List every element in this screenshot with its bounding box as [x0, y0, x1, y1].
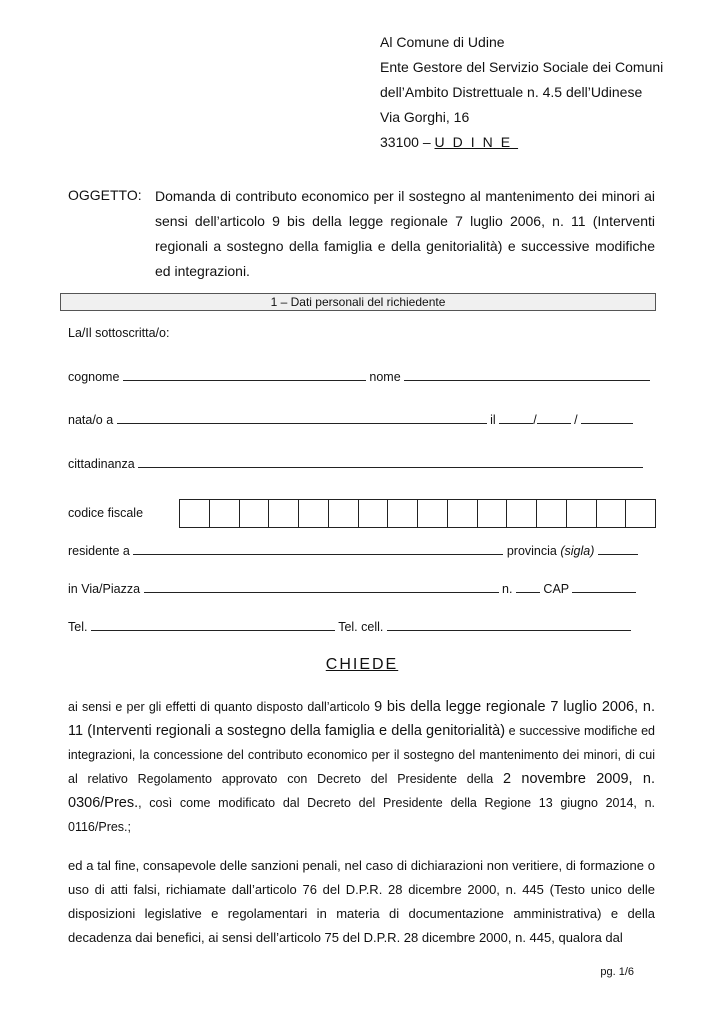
residence-row: [68, 543, 638, 558]
cap-prefix: 33100 –: [380, 134, 435, 150]
phone-row: [68, 619, 631, 634]
date-separator: /: [533, 413, 537, 427]
citizenship-row: [68, 456, 643, 471]
birth-year-field[interactable]: [581, 412, 633, 424]
request-paragraph: [68, 695, 655, 839]
birth-month-field[interactable]: [537, 412, 571, 424]
recipient-line-3: dell’Ambito Distrettuale n. 4.5 dell’Udinese: [380, 84, 643, 100]
tel-label: Tel.: [68, 620, 88, 634]
address-row: [68, 581, 636, 596]
oggetto-text: Domanda di contributo economico per il sostegno al mantenimento dei minori ai sensi dell’articolo 9 bis della legge regionale 7 luglio 2006, n. 11 (Interventi regionali a sostegno della famiglia e della genitorialità) e successive modifiche ed integrazioni.: [155, 188, 655, 279]
para1-part-b: 9 bis della legge regionale 7 luglio 2006, n. 11 (Interventi regionali a sostegno della famiglia e della genitorialità): [68, 699, 655, 739]
recipient-line-4: Via Gorghi, 16: [380, 109, 470, 125]
residente-label: residente a: [68, 544, 130, 558]
para1-part-a: ai sensi e per gli effetti di quanto disposto dall’articolo: [68, 700, 375, 714]
para1-part-c: e successive modifiche ed integrazioni, la concessione del contributo economico per il sostegno del mantenimento dei minori, di cui al relativo Regolamento approvato con Decreto del Presidente della: [68, 724, 655, 786]
cap-field[interactable]: [572, 581, 636, 593]
provincia-field[interactable]: [598, 543, 638, 555]
cittadinanza-field[interactable]: [138, 456, 643, 468]
codice-fiscale-label: codice fiscale: [68, 506, 144, 520]
birth-day-field[interactable]: [499, 412, 533, 424]
intro-label: La/Il sottoscritta/o:: [68, 326, 170, 340]
oggetto-label: OGGETTO:: [68, 187, 142, 203]
nome-label: nome: [369, 370, 401, 384]
il-label: il: [490, 413, 496, 427]
section-header: 1 – Dati personali del richiedente: [60, 293, 656, 311]
name-row: [68, 369, 650, 384]
residente-field[interactable]: [133, 543, 503, 555]
cognome-label: cognome: [68, 370, 120, 384]
tel-cell-field[interactable]: [387, 619, 631, 631]
birthplace-field[interactable]: [117, 412, 487, 424]
nome-field[interactable]: [404, 369, 650, 381]
nata-label: nata/o a: [68, 413, 114, 427]
codice-fiscale-grid[interactable]: [179, 499, 656, 528]
provincia-label: provincia: [506, 544, 557, 558]
cognome-field[interactable]: [123, 369, 366, 381]
date-separator: /: [574, 413, 578, 427]
cap-label: CAP: [543, 582, 569, 596]
chiede-heading: CHIEDE: [325, 656, 399, 673]
civic-number-field[interactable]: [516, 581, 540, 593]
recipient-city-line: [380, 133, 518, 151]
city-name: UDINE: [434, 134, 519, 150]
recipient-line-1: Al Comune di Udine: [380, 34, 505, 50]
cittadinanza-label: cittadinanza: [68, 457, 135, 471]
tel-cell-label: Tel. cell.: [338, 620, 384, 634]
via-field[interactable]: [144, 581, 499, 593]
n-label: n.: [502, 582, 513, 596]
tel-field[interactable]: [91, 619, 335, 631]
para1-part-d: 2 novembre 2009, n. 0306/Pres.: [68, 771, 655, 811]
via-label: in Via/Piazza: [68, 582, 141, 596]
declaration-paragraph: ed a tal fine, consapevole delle sanzioni penali, nel caso di dichiarazioni non veritiere, di formazione o uso di atti falsi, richiamate dall’articolo 76 del D.P.R. 28 dicembre 2000, n. 445 (Testo unico delle disposizioni legislative e regolamentari in materia di documentazione amministrativa) e della decadenza dai benefici, ai sensi dell’articolo 75 del D.P.R. 28 dicembre 2000, n. 445, qualora dal: [68, 858, 655, 945]
para1-part-e: , così come modificato dal Decreto del Presidente della Regione 13 giugno 2014, n. 0116/Pres.;: [68, 796, 655, 834]
page-number: pg. 1/6: [600, 966, 634, 978]
birth-row: [68, 412, 633, 427]
recipient-line-2: Ente Gestore del Servizio Sociale dei Comuni: [380, 59, 664, 75]
sigla-label: (sigla): [560, 544, 595, 558]
